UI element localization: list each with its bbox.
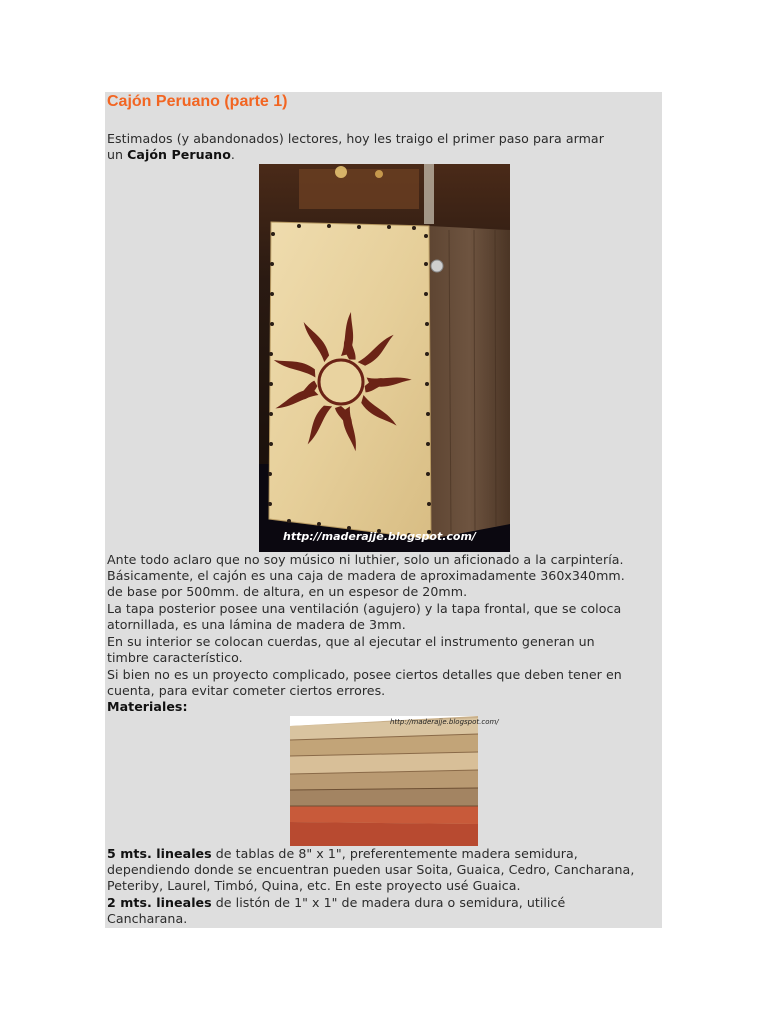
body-line-4: La tapa posterior posee una ventilación (agujero) y la tapa frontal, que se coloca [107,601,622,616]
material-1-text: de tablas de 8" x 1", preferentemente madera semidura, [211,846,578,861]
material-2-line-1 [107,895,565,911]
body-line-3: de base por 500mm. de altura, en un espesor de 20mm. [107,584,468,599]
material-1-line-2: dependiendo donde se encuentran pueden usar Soita, Guaica, Cedro, Cancharana, [107,862,635,877]
material-1-line-3: Peteriby, Laurel, Timbó, Quina, etc. En este proyecto usé Guaica. [107,878,521,893]
body-line-1: Ante todo aclaro que no soy músico ni luthier, solo un aficionado a la carpintería. [107,552,624,567]
material-1-line-1 [107,846,578,862]
photo2-watermark: http://maderajje.blogspot.com/ [390,718,499,726]
post-title[interactable]: Cajón Peruano (parte 1) [107,93,288,110]
intro-line-1: Estimados (y abandonados) lectores, hoy les traigo el primer paso para armar [107,131,604,146]
body-line-8: Si bien no es un proyecto complicado, posee ciertos detalles que deben tener en [107,667,622,682]
cajon-photo [259,164,510,552]
materials-heading [107,699,188,715]
material-2-line-2: Cancharana. [107,911,188,926]
body-line-5: atornillada, es una lámina de madera de 3mm. [107,617,406,632]
body-line-7: timbre característico. [107,650,243,665]
photo1-watermark: http://maderajje.blogspot.com/ [283,530,476,543]
intro-line-2 [107,147,235,163]
material-2-text: de listón de 1" x 1" de madera dura o semidura, utilicé [211,895,566,910]
intro-post: . [230,147,235,162]
intro-bold-cajon: Cajón Peruano [127,147,231,162]
body-line-2: Básicamente, el cajón es una caja de madera de aproximadamente 360x340mm. [107,568,625,583]
body-line-9: cuenta, para evitar cometer ciertos errores. [107,683,386,698]
wood-planks-photo [290,716,499,846]
materials-heading-text: Materiales: [107,699,188,714]
body-line-6: En su interior se colocan cuerdas, que al ejecutar el instrumento generan un [107,634,595,649]
material-1-bold: 5 mts. lineales [107,846,212,861]
material-2-bold: 2 mts. lineales [107,895,212,910]
intro-pre: un [107,147,128,162]
